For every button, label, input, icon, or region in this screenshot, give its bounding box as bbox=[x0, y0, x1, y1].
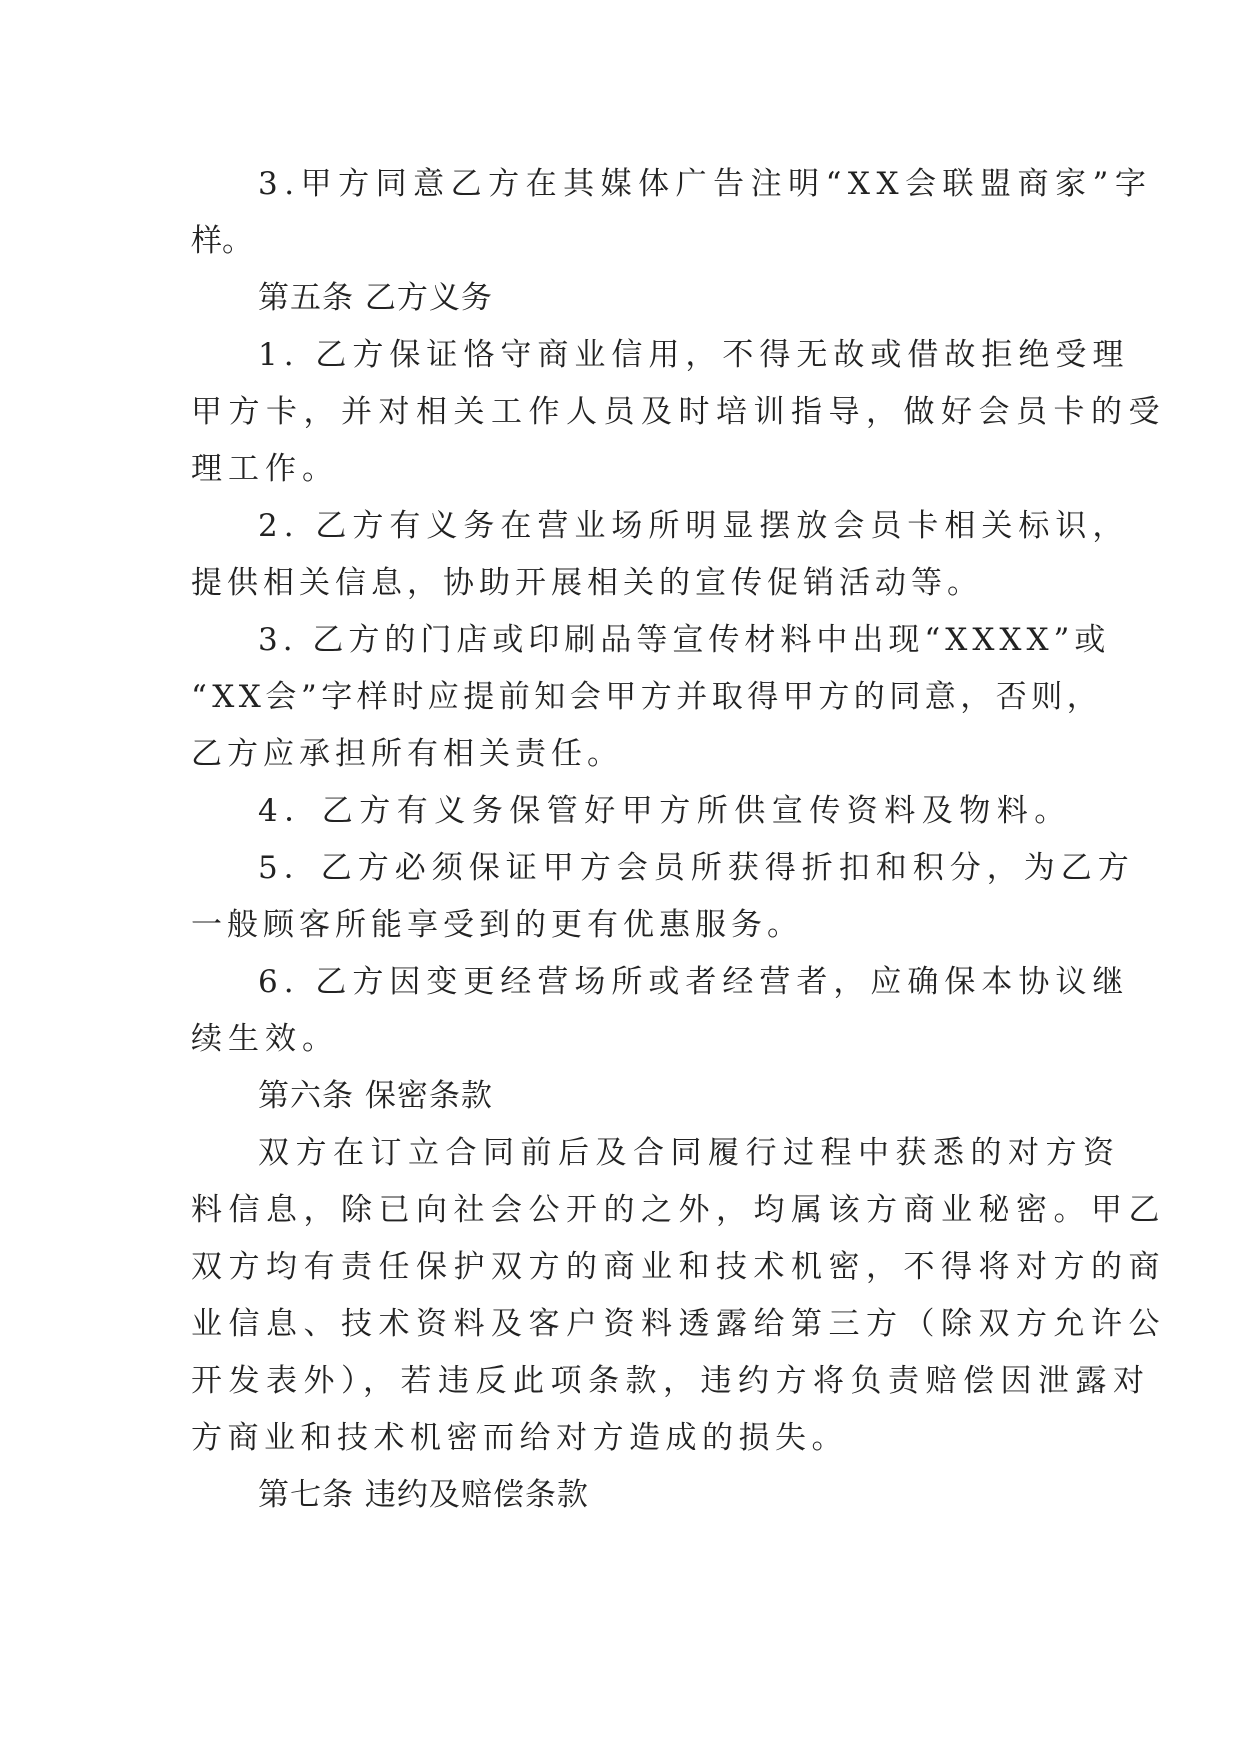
text-line: 续生效。 bbox=[191, 1021, 339, 1057]
text-line: 4．乙方有义务保管好甲方所供宣传资料及物料。 bbox=[258, 793, 1072, 829]
text-line: 5．乙方必须保证甲方会员所获得折扣和积分，为乙方 bbox=[258, 850, 1135, 886]
text-line: 提供相关信息，协助开展相关的宣传促销活动等。 bbox=[191, 565, 983, 601]
section-heading: 第五条 乙方义务 bbox=[258, 280, 493, 316]
text-line: 6. 乙方因变更经营场所或者经营者，应确保本协议继 bbox=[258, 964, 1130, 1000]
text-line: 料信息，除已向社会公开的之外，均属该方商业秘密。甲乙 bbox=[191, 1192, 1166, 1228]
section-heading: 第六条 保密条款 bbox=[258, 1078, 493, 1114]
text-line: 3. 乙方的门店或印刷品等宣传材料中出现“XXXX”或 bbox=[258, 622, 1111, 658]
text-line: 1. 乙方保证恪守商业信用，不得无故或借故拒绝受理 bbox=[258, 337, 1130, 373]
text-line: 业信息、技术资料及客户资料透露给第三方（除双方允许公 bbox=[191, 1306, 1166, 1342]
text-line: 甲方卡，并对相关工作人员及时培训指导，做好会员卡的受 bbox=[191, 394, 1166, 430]
text-line: 3.甲方同意乙方在其媒体广告注明“XX会联盟商家”字 bbox=[258, 166, 1153, 202]
text-line: 2. 乙方有义务在营业场所明显摆放会员卡相关标识， bbox=[258, 508, 1130, 544]
text-line: 乙方应承担所有相关责任。 bbox=[191, 736, 623, 772]
text-line: 样。 bbox=[191, 223, 253, 259]
text-line: 双方均有责任保护双方的商业和技术机密，不得将对方的商 bbox=[191, 1249, 1166, 1285]
text-line: 理工作。 bbox=[191, 451, 339, 487]
text-line: “XX会”字样时应提前知会甲方并取得甲方的同意，否则， bbox=[191, 679, 1103, 715]
text-line: 双方在订立合同前后及合同履行过程中获悉的对方资 bbox=[258, 1135, 1121, 1171]
text-line: 方商业和技术机密而给对方造成的损失。 bbox=[191, 1420, 848, 1456]
section-heading: 第七条 违约及赔偿条款 bbox=[258, 1477, 589, 1513]
text-line: 一般顾客所能享受到的更有优惠服务。 bbox=[191, 907, 803, 943]
text-line: 开发表外），若违反此项条款，违约方将负责赔偿因泄露对 bbox=[191, 1363, 1151, 1399]
